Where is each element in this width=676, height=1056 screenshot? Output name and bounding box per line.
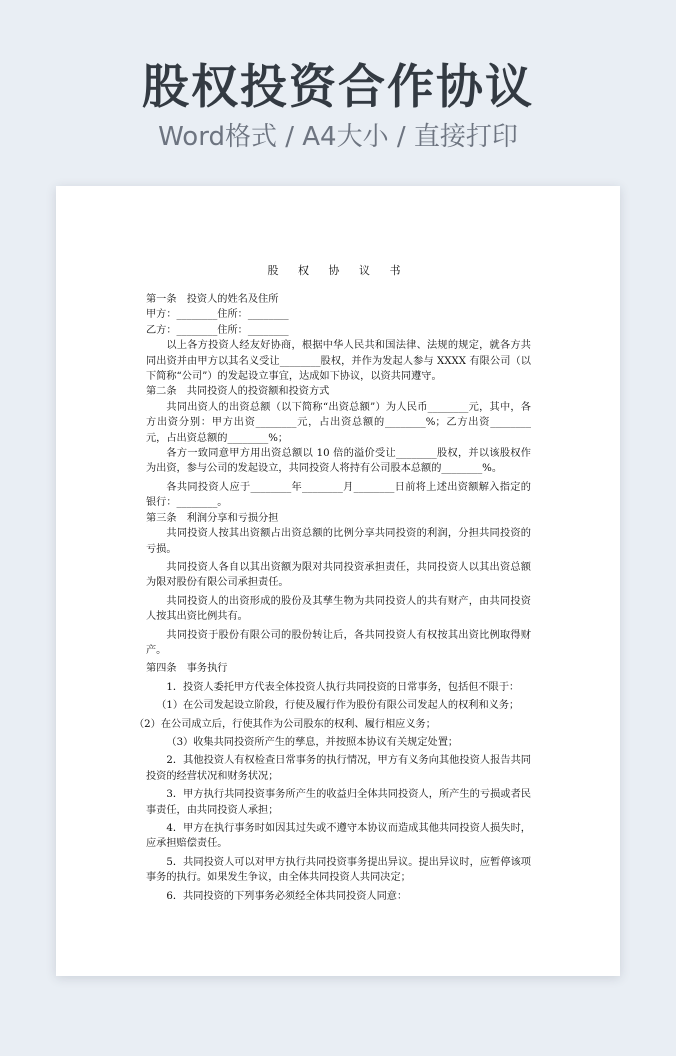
paragraph: 各方一致同意甲方用出资总额以 10 倍的溢价受让________股权，并以该股权作为出资，参与公司的发起设立，共同投资人将持有公司股本总额的________%。 <box>146 448 531 475</box>
banner-title: 股权投资合作协议 <box>142 60 534 115</box>
document-title: 股 权 协 议 书 <box>267 264 409 277</box>
list-item: （1）在公司发起设立阶段，行使及履行作为股份有限公司发起人的权利和义务； <box>156 700 520 712</box>
list-item: 5．共同投资人可以对甲方执行共同投资事务提出异议。提出异议时，应暂停该项事务的执行。如果发生争议，由全体共同投资人共同决定； <box>146 856 531 884</box>
paragraph: 共同投资人按其出资额占出资总额的比例分享共同投资的利润，分担共同投资的亏损。 <box>146 528 531 555</box>
paragraph: 共同投资于股份有限公司的股份转让后，各共同投资人有权按其出资比例取得财产。 <box>146 629 531 656</box>
list-item: 2．其他投资人有权检查日常事务的执行情况，甲方有义务向其他投资人报告共同投资的经营状况和财务状况； <box>146 755 531 782</box>
banner-subtitle: Word格式 / A4大小 / 直接打印 <box>158 122 518 152</box>
article-heading: 第二条 共同投资人的投资额和投资方式 <box>146 386 330 398</box>
article-heading: 第三条 利润分享和亏损分担 <box>146 512 279 524</box>
list-item: 3．甲方执行共同投资事务所产生的收益归全体共同投资人，所产生的亏损或者民事责任，由共同投资人承担； <box>146 789 531 816</box>
paragraph: 各共同投资人应于________年________月________日前将上述出资额解入指定的银行：________。 <box>146 481 531 509</box>
party-line: 甲方：________住所：________ <box>146 309 289 321</box>
list-item: 6．共同投资的下列事务必须经全体共同投资人同意： <box>166 890 408 902</box>
paragraph: 共同出资人的出资总额（以下简称“出资总额”）为人民币________元，其中，各方出资分别：甲方出资________元，占出资总额的________%；乙方出资________元，占出资总额的________%； <box>146 401 531 444</box>
list-item: （3）收集共同投资所产生的孳息，并按照本协议有关规定处置； <box>166 736 459 748</box>
document-body <box>134 292 531 904</box>
list-item: （2）在公司成立后，行使其作为公司股东的权利、履行相应义务； <box>134 718 436 730</box>
party-line: 乙方：________住所：________ <box>146 324 289 336</box>
paragraph: 共同投资人各自以其出资额为限对共同投资承担责任，共同投资人以其出资总额为限对股份有限公司承担责任。 <box>146 561 531 589</box>
article-heading: 第一条 投资人的姓名及住所 <box>146 294 279 305</box>
list-item: 1．投资人委托甲方代表全体投资人执行共同投资的日常事务，包括但不限于： <box>166 681 520 693</box>
paragraph: 共同投资人的出资形成的股份及其孳生物为共同投资人的共有财产，由共同投资人按其出资比例共有。 <box>146 595 531 623</box>
article-heading: 第四条 事务执行 <box>146 663 228 675</box>
document-page <box>56 186 620 976</box>
paragraph: 以上各方投资人经友好协商，根据中华人民共和国法律、法规的规定，就各方共同出资并由甲方以其名义受让________股权，并作为发起人参与 XXXX 有限公司（以下简称“公司”）的发起设立事宜，达成如下协议，以资共同遵守。 <box>146 340 531 383</box>
list-item: 4．甲方在执行事务时如因其过失或不遵守本协议而造成其他共同投资人损失时，应承担赔偿责任。 <box>146 823 531 850</box>
